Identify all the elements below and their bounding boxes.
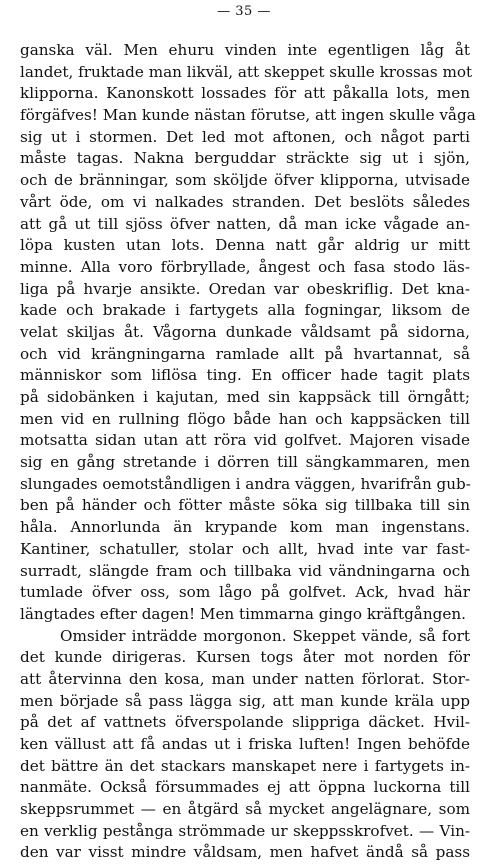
text-line: det bättre än det stackars manskapet nere i fartygets in- (20, 756, 470, 775)
text-line: kade och brakade i fartygets alla fogningar, liksom de (20, 301, 470, 320)
text-line: på sidobänken i kajutan, med sin kappsäck till örngått; (20, 388, 470, 406)
text-line: landet, fruktade man likväl, att skeppet skulle krossas mot (20, 62, 473, 81)
text-line: och de bränningar, som sköljde öfver klipporna, utvisade (20, 171, 470, 190)
text-line: vårt öde, om vi nalkades stranden. Det beslöts således (20, 192, 470, 211)
text-line: Kantiner, schatuller, stolar och allt, hvad inte var fast- (20, 539, 470, 558)
page-number: — 35 — (217, 4, 271, 19)
text-line: håla. Annorlunda än krypande kom man ingenstans. (20, 518, 470, 537)
text-line: ben på händer och fötter måste söka sig tillbaka till sin (20, 496, 470, 515)
text-line: förgäfves! Man kunde nästan förutse, att ingen skulle våga (20, 106, 476, 125)
text-line: klipporna. Kanonskott lossades för att påkalla lots, men (20, 84, 470, 103)
body-text (20, 40, 476, 864)
text-line: Omsider inträdde morgonon. Skeppet vände, så fort (60, 626, 470, 645)
text-line: en verklig pestånga strömmade ur skeppsskrofvet. — Vin- (20, 821, 470, 840)
text-line: längtades efter dagen! Men timmarna gingo kräftgången. (20, 604, 466, 623)
text-line: att återvinna den kosa, man under natten förlorat. Stor- (20, 669, 470, 688)
text-line: på det af vattnets öfverspolande slippriga däcket. Hvil- (20, 713, 470, 732)
text-line: minne. Alla voro förbryllade, ångest och fasa stodo läs- (20, 257, 470, 276)
text-line: nanmäte. Också försummades ej att öppna luckorna till (20, 778, 470, 797)
text-line: skeppsrummet — en åtgärd så mycket angelägnare, som (20, 800, 470, 819)
text-line: sig ut i stormen. Det led mot aftonen, och något parti (20, 127, 470, 146)
text-line: surradt, slängde fram och tillbaka vid vändningarna och (20, 561, 470, 580)
text-line: och vid krängningarna ramlade allt på hvartannat, så (20, 344, 470, 363)
text-line: det kunde dirigeras. Kursen togs åter mot norden för (20, 648, 470, 667)
text-line: men vid en rullning flögo både han och kappsäcken till (20, 409, 470, 428)
text-line: måste tagas. Nakna berguddar sträckte sig ut i sjön, (20, 149, 470, 168)
text-line: ganska väl. Men ehuru vinden inte egentligen låg åt (20, 41, 470, 59)
text-line: sig en gång stretande i dörren till sängkammaren, men (20, 453, 470, 472)
text-line: den var visst mindre våldsam, men hafvet ändå så pass (20, 843, 470, 862)
text-line: ken vällust att få andas ut i friska luften! Ingen behöfde (20, 735, 470, 753)
text-line: att gå ut till sjöss öfver natten, då man icke vågade an- (20, 214, 470, 233)
text-line: människor som liflösa ting. En officer hade tagit plats (20, 366, 470, 385)
text-line: motsatta sidan utan att röra vid golfvet. Majoren visade (20, 431, 470, 450)
text-line: velat skiljas åt. Vågorna dunkade våldsamt på sidorna, (20, 322, 470, 341)
text-line: men började så pass lägga sig, att man kunde kräla upp (20, 691, 470, 710)
text-line: slungades oemotståndligen i andra väggen, hvarifrån gub- (20, 474, 471, 493)
text-line: tumlade öfver oss, som lågo på golfvet. Ack, hvad här (20, 583, 470, 602)
text-line: löpa kusten utan lots. Denna natt går aldrig ur mitt (20, 236, 470, 255)
text-line: liga på hvarje ansikte. Oredan var obeskriflig. Det kna- (20, 279, 470, 298)
